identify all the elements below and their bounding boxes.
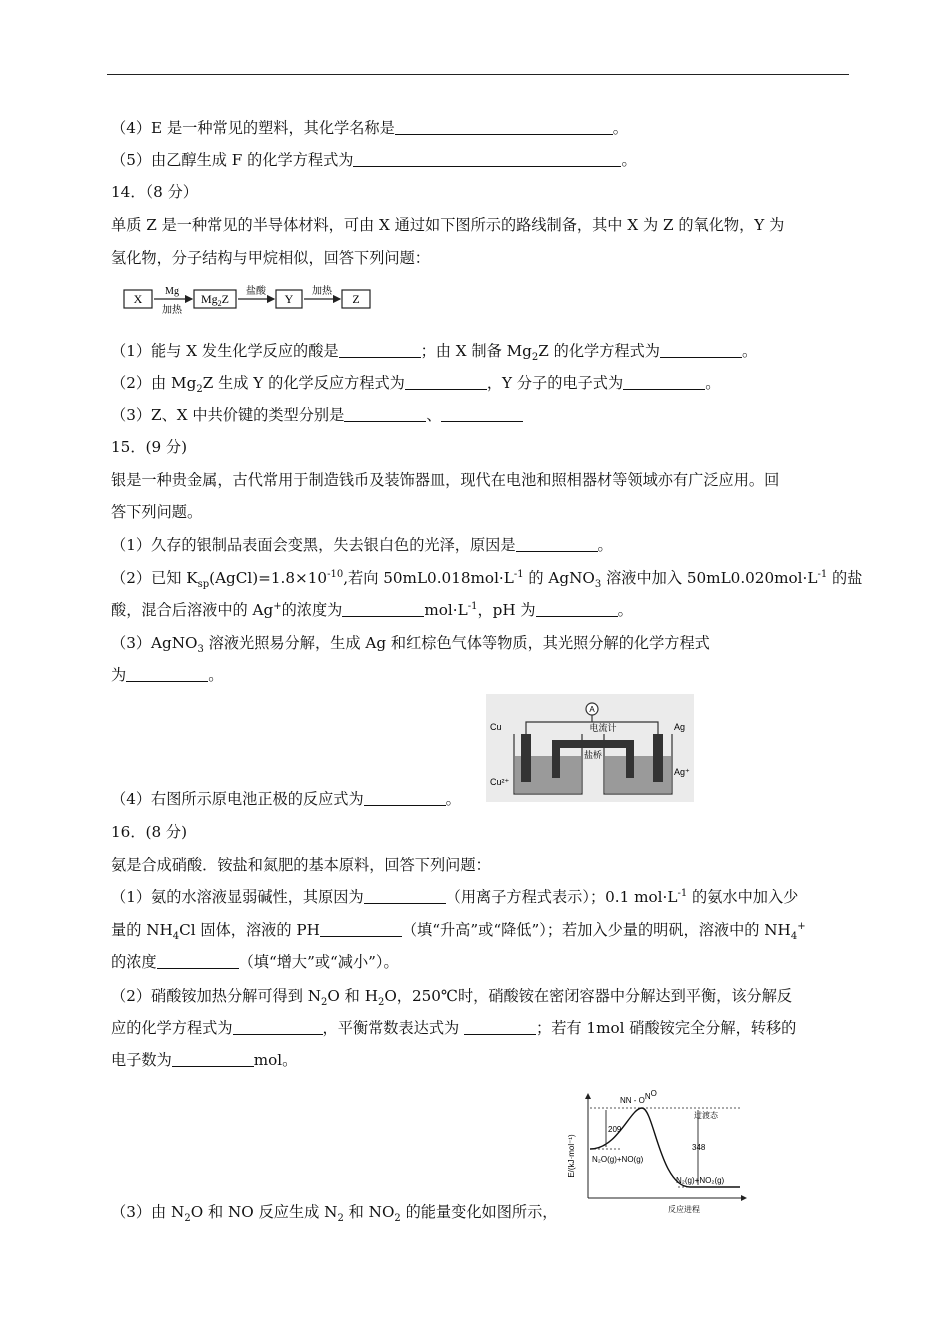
reactants-label: N₂O(g)+NO(g) [592,1155,644,1164]
answer-blank[interactable] [353,151,621,167]
q16-intro: 氨是合成硝酸．铵盐和氮肥的基本原料，回答下列问题： [111,856,491,874]
q14-heading: 14．（8 分） [111,183,198,201]
energy-profile-diagram [560,1086,750,1218]
q15-part1: （1）久存的银制品表面会变黑，失去银白色的光泽，原因是 。 [111,536,613,554]
q15-part3-line2: 为 。 [111,666,224,684]
q16-part1-line1: （1）氨的水溶液显弱碱性，其原因为 （用离子方程式表示）；0.1 $mol\cdot L^{-1}$ 的氨水中加入少 [111,887,799,906]
transition-state-formula: NN - ONO [620,1089,657,1105]
activation-energy-label: 209 [608,1125,622,1134]
answer-blank[interactable] [172,1051,254,1067]
q16-part2-line3: 电子数为 mol。 [111,1051,298,1069]
answer-blank[interactable] [364,888,446,904]
answer-blank[interactable] [344,406,426,422]
x-axis-label: 反应进程 [668,1205,700,1214]
q16-part1-line2: 量的 $NH_4Cl$ 固体，溶液的 PH （填“升高”或“降低”）；若加入少量的明矾，溶液中的 $NH_4^+$ [111,920,806,943]
answer-blank[interactable] [464,1019,536,1035]
ag-label: Ag [674,722,686,732]
enthalpy-change-label: 348 [692,1143,706,1152]
cu-electrode [521,734,531,782]
q16-part1-line3: 的浓度 （填“增大”或“减小”）。 [111,953,399,971]
reaction-route-diagram [120,280,380,322]
answer-blank[interactable] [395,119,613,135]
answer-blank[interactable] [516,536,598,552]
q13-part4: （4）E 是一种常见的塑料，其化学名称是 。 [111,119,628,137]
ag-electrode [653,734,663,782]
answer-blank[interactable] [536,601,618,617]
answer-blank[interactable] [342,601,424,617]
label-y: Y [284,292,294,306]
arrow1-condition: 加热 [162,305,182,316]
label-z: Z [352,292,360,306]
q14-intro-line1: 单质 Z 是一种常见的半导体材料，可由 X 通过如下图所示的路线制备，其中 X 为 Z 的氧化物，Y 为 [111,216,785,234]
q16-part3: （3）由 $N_2O$ 和 NO 反应生成 $N_2$ 和 $NO_2$ 的能量变化如图所示， [111,1203,558,1225]
galvanic-cell-diagram [486,694,694,802]
answer-blank[interactable] [126,666,208,682]
q15-part2-line1: （2）已知 $K_{sp}(AgCl)=1.8\times 10^{-10}$,若向 $50mL0.018mol\cdot L^{-1}$ 的 AgNO$_3$ 溶液中加入 $50mL0.020mol\cdot L^{-1}$ 的盐 [111,568,863,591]
y-axis-label: E/(kJ·mol⁻¹) [567,1134,576,1178]
q14-part2: （2）由 $Mg_2Z$ 生成 Y 的化学反应方程式为 ，Y 分子的电子式为 。 [111,374,721,396]
arrow1-reagent: Mg [165,286,179,297]
q15-intro-line1: 银是一种贵金属，古代常用于制造钱币及装饰器皿，现代在电池和照相器材等领域亦有广泛应用。回 [111,471,780,489]
arrow3-condition: 加热 [312,286,332,297]
q16-part2-line1: （2）硝酸铵加热分解可得到 $N_2O$ 和 $H_2O$，250℃时，硝酸铵在密闭容器中分解达到平衡，该分解反 [111,987,793,1009]
q15-part4: （4）右图所示原电池正极的反应式为 。 [111,790,461,808]
answer-blank[interactable] [623,374,705,390]
header-rule [107,74,849,75]
svg-text:A: A [589,705,595,714]
q15-intro-line2: 答下列问题。 [111,503,203,521]
q14-part1: （1）能与 X 发生化学反应的酸是 ；由 X 制备 $Mg_2Z$ 的化学方程式为 。 [111,342,758,364]
cu-label: Cu [490,722,502,732]
q14-part3: （3）Z、X 中共价键的类型分别是 、 [111,405,523,425]
transition-state-label: 过渡态 [694,1111,718,1120]
q15-part2-line2: 酸，混合后溶液中的 Ag+的浓度为 $mol\cdot L^{-1}$，pH 为 。 [111,600,633,619]
products-label: N₂(g)+NO₂(g) [676,1176,725,1185]
q14-intro-line2: 氢化物，分子结构与甲烷相似，回答下列问题： [111,249,430,267]
answer-blank[interactable] [339,342,421,358]
label-x: X [133,292,143,306]
arrow2-reagent: 盐酸 [246,286,266,297]
answer-blank[interactable] [441,406,523,422]
cu-ion-label: Cu²⁺ [490,777,510,787]
q16-part2-line2: 应的化学方程式为 ，平衡常数表达式为 ；若有 1mol 硝酸铵完全分解，转移的 [111,1019,797,1037]
q15-part3-line1: （3）AgNO$_3$ 溶液光照易分解，生成 Ag 和红棕色气体等物质，其光照分解的化学方程式 [111,634,710,656]
answer-blank[interactable] [233,1019,323,1035]
answer-blank[interactable] [157,953,239,969]
ammeter-label: 电流计 [589,723,617,733]
salt-bridge-label: 盐桥 [583,750,603,760]
q13-part5: （5）由乙醇生成 F 的化学方程式为 。 [111,151,637,169]
label-mg2z: $Mg_2Z$ [200,292,230,308]
answer-blank[interactable] [660,342,742,358]
answer-blank[interactable] [320,921,402,937]
answer-blank[interactable] [364,790,446,806]
answer-blank[interactable] [405,374,487,390]
ag-ion-label: Ag⁺ [674,767,690,777]
q15-heading: 15．(9 分) [111,438,188,456]
q16-heading: 16．(8 分) [111,823,188,841]
